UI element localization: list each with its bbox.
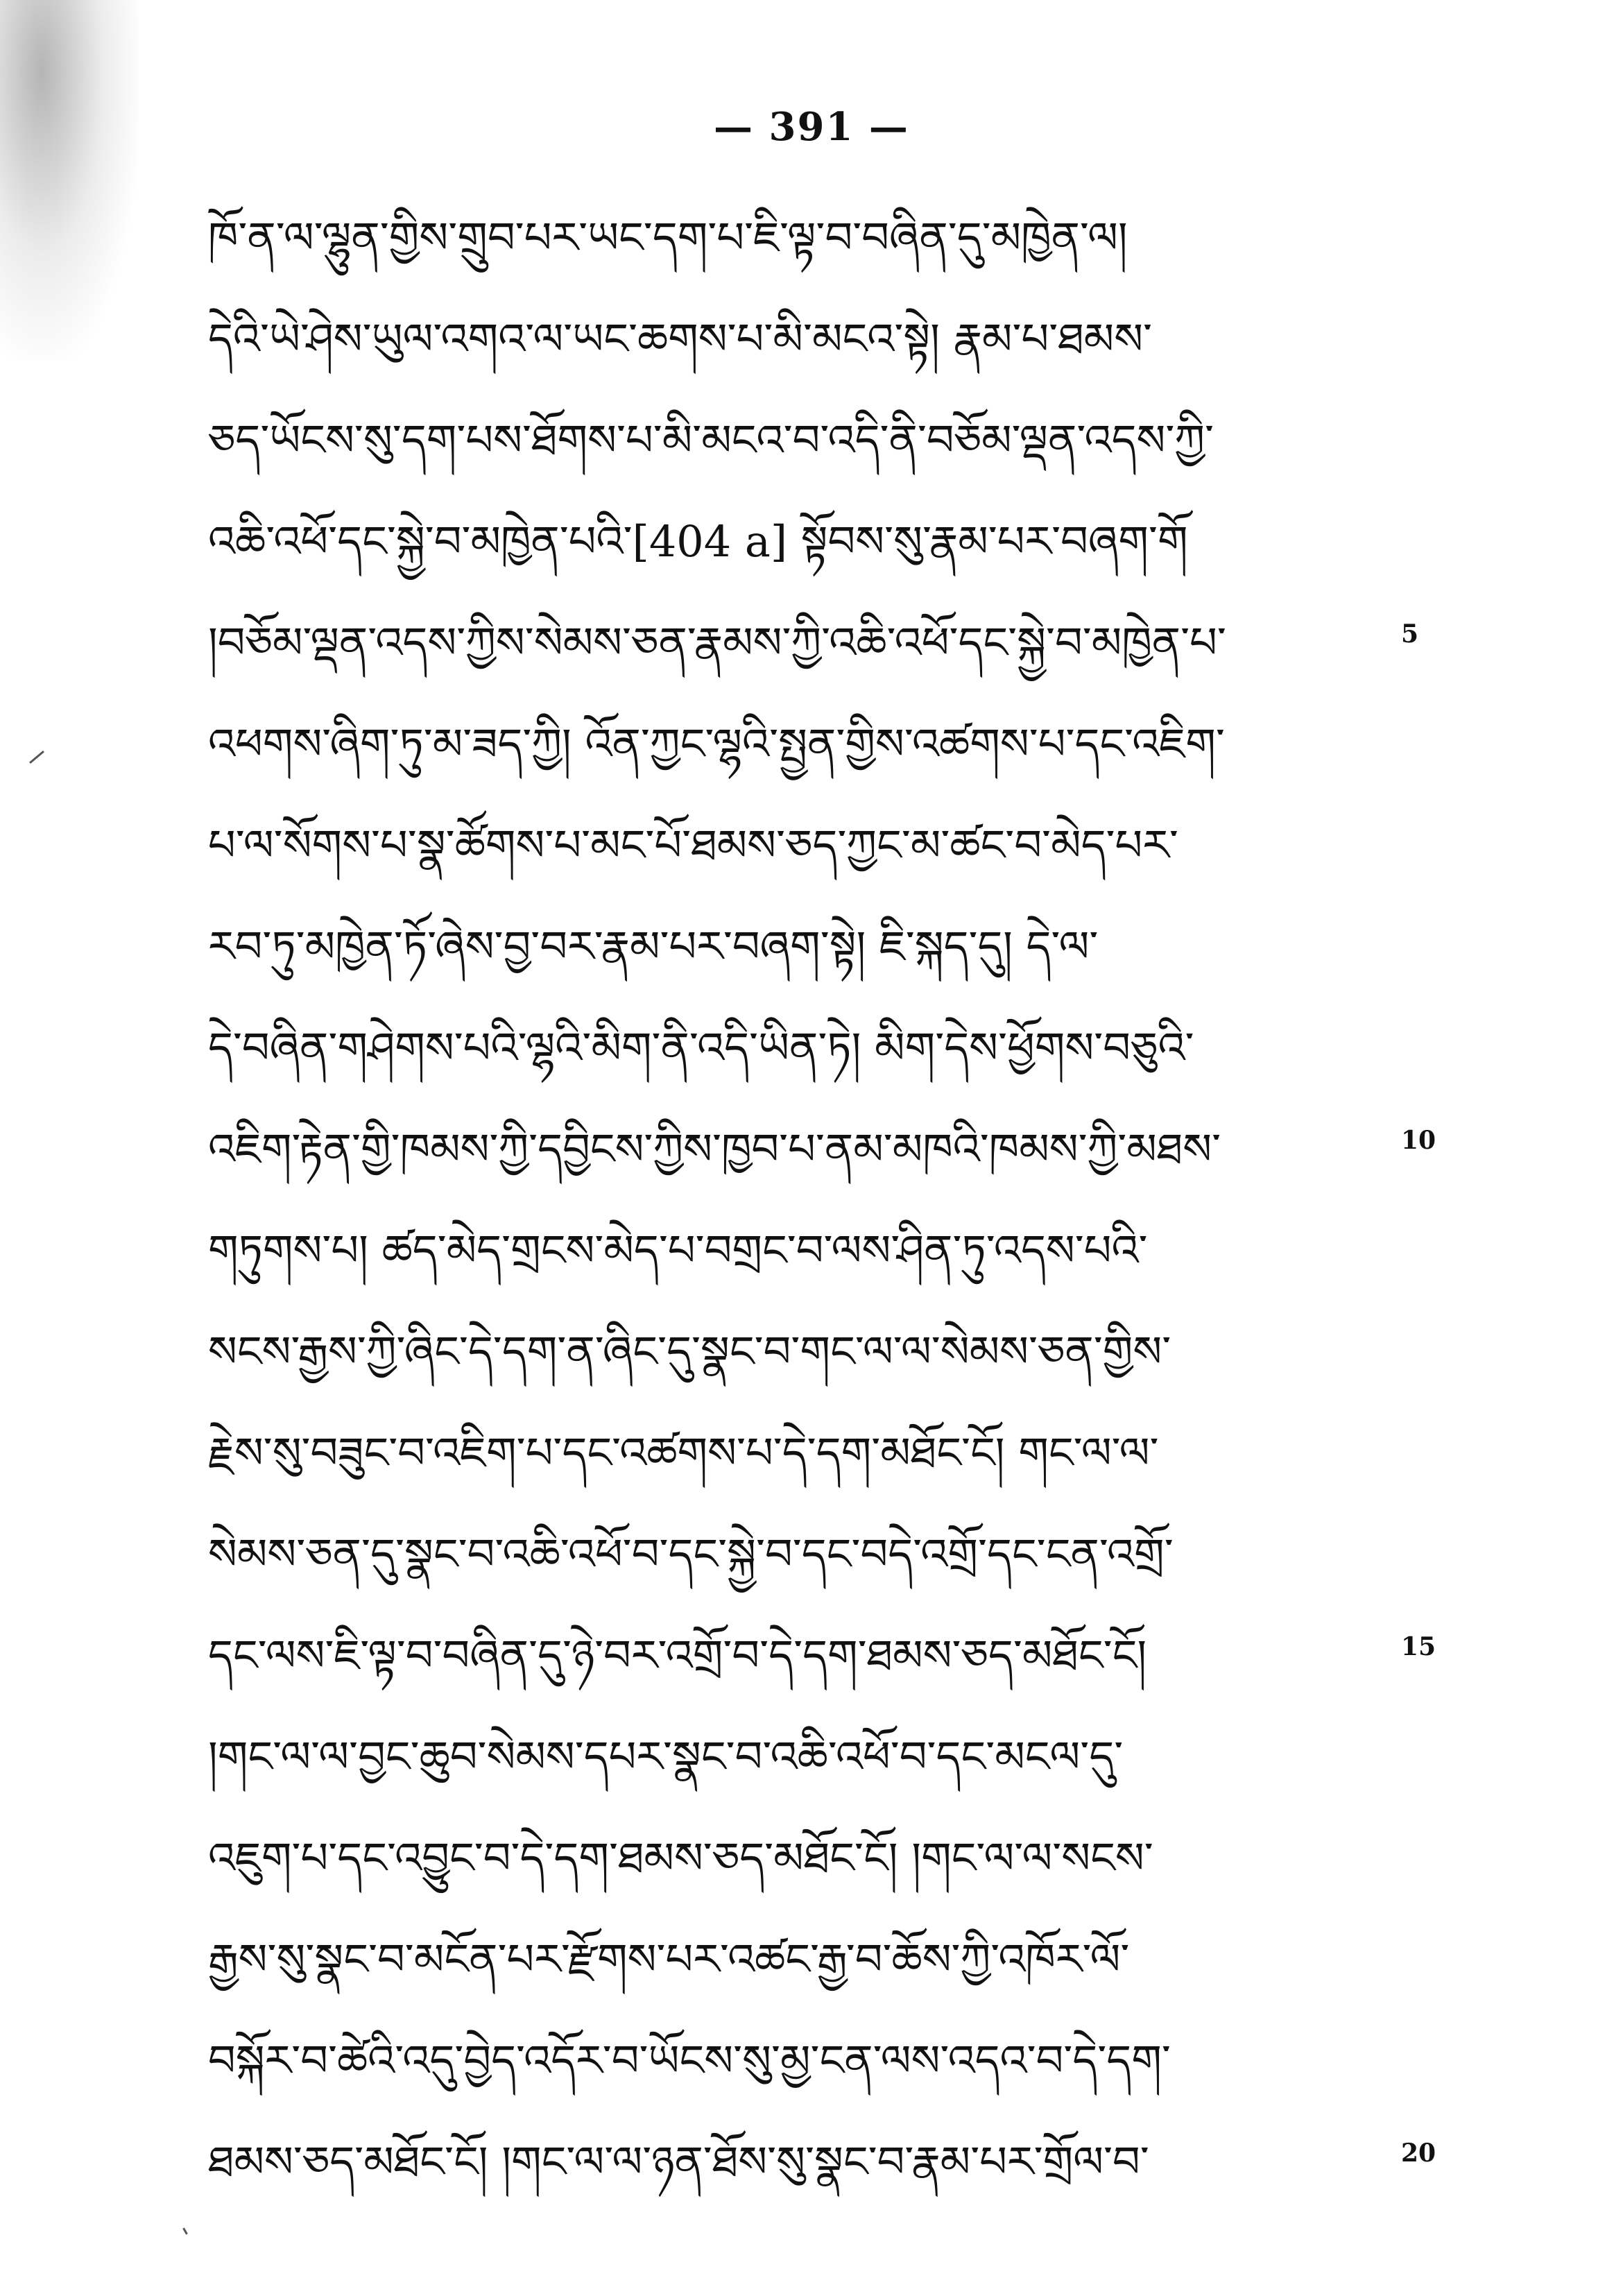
text-line: འཆི་འཕོ་དང་སྐྱེ་བ་མཁྱེན་པའི་[404 a] སྟོབས་སུ་རྣམ་པར་བཞག་གོ	[208, 516, 1188, 567]
text-line: འཇུག་པ་དང་འབྱུང་བ་དེ་དག་ཐམས་ཅད་མཐོང་ངོ། །གང་ལ་ལ་སངས་	[208, 1833, 1153, 1883]
text-line: པ་ལ་སོགས་པ་སྣ་ཚོགས་པ་མང་པོ་ཐམས་ཅད་ཀྱང་མ་ཚང་བ་མེད་པར་	[208, 820, 1178, 871]
stray-pen-mark	[182, 2227, 188, 2234]
text-line: འཇིག་རྟེན་གྱི་ཁམས་ཀྱི་དབྱིངས་ཀྱིས་ཁྱབ་པ་ནམ་མཁའི་ཁམས་ཀྱི་མཐས་	[208, 1124, 1221, 1174]
text-line: ཁོ་ན་ལ་ལྷུན་གྱིས་གྲུབ་པར་ཡང་དག་པ་ཇི་ལྟ་བ་བཞིན་དུ་མཁྱེན་ལ།	[208, 212, 1128, 263]
text-line: སེམས་ཅན་དུ་སྣང་བ་འཆི་འཕོ་བ་དང་སྐྱེ་བ་དང་བདེ་འགྲོ་དང་ངན་འགྲོ་	[208, 1529, 1174, 1579]
text-line: །བཅོམ་ལྡན་འདས་ཀྱིས་སེམས་ཅན་རྣམས་ཀྱི་འཆི་འཕོ་དང་སྐྱེ་བ་མཁྱེན་པ་	[208, 617, 1226, 668]
text-line: རབ་ཏུ་མཁྱེན་ཏོ་ཞེས་བྱ་བར་རྣམ་པར་བཞག་སྟེ། ཇི་སྐད་དུ། དེ་ལ་	[208, 921, 1099, 972]
text-line: རྗེས་སུ་བཟུང་བ་འཇིག་པ་དང་འཚགས་པ་དེ་དག་མཐོང་ངོ། གང་ལ་ལ་	[208, 1428, 1159, 1478]
text-line: དེའི་ཡེ་ཤེས་ཡུལ་འགའ་ལ་ཡང་ཆགས་པ་མི་མངའ་སྟེ། རྣམ་པ་ཐམས་	[208, 314, 1153, 364]
text-line: །གང་ལ་ལ་བྱང་ཆུབ་སེམས་དཔར་སྣང་བ་འཆི་འཕོ་བ་དང་མངལ་དུ་	[208, 1731, 1124, 1782]
text-block	[208, 187, 1401, 2213]
text-line: འཕགས་ཞིག་ཏུ་མ་ཟད་ཀྱི། འོན་ཀྱང་ལྷའི་སྤྱན་གྱིས་འཚགས་པ་དང་འཇིག་	[208, 719, 1225, 769]
text-line: བསྐོར་བ་ཚེའི་འདུ་བྱེད་འདོར་བ་ཡོངས་སུ་མྱ་ངན་ལས་འདའ་བ་དེ་དག་	[208, 2035, 1171, 2086]
line-number-10: 10	[1401, 1126, 1436, 1155]
text-line: གཏུགས་པ། ཚད་མེད་གྲངས་མེད་པ་བགྲང་བ་ལས་ཤིན་ཏུ་འདས་པའི་	[208, 1225, 1148, 1276]
page-number: — 391 —	[714, 104, 909, 150]
text-line: སངས་རྒྱས་ཀྱི་ཞིང་དེ་དག་ན་ཞིང་དུ་སྣང་བ་གང་ལ་ལ་སེམས་ཅན་གྱིས་	[208, 1326, 1171, 1377]
text-line: ཐམས་ཅད་མཐོང་ངོ། །གང་ལ་ལ་ཉན་ཐོས་སུ་སྣང་བ་རྣམ་པར་གྲོལ་བ་	[208, 2136, 1149, 2187]
line-number-15: 15	[1401, 1632, 1436, 1661]
line-number-5: 5	[1401, 619, 1419, 649]
text-line: དེ་བཞིན་གཤེགས་པའི་ལྷའི་མིག་ནི་འདི་ཡིན་ཏེ། མིག་དེས་ཕྱོགས་བཅུའི་	[208, 1022, 1194, 1073]
text-line: ཅད་ཡོངས་སུ་དག་པས་ཐོགས་པ་མི་མངའ་བ་འདི་ནི་བཅོམ་ལྡན་འདས་ཀྱི་	[208, 415, 1214, 465]
text-line: རྒྱས་སུ་སྣང་བ་མངོན་པར་རྫོགས་པར་འཚང་རྒྱ་བ་ཆོས་ཀྱི་འཁོར་ལོ་	[208, 1934, 1130, 1985]
stray-pen-mark	[29, 751, 44, 764]
scan-shadow	[0, 0, 139, 361]
line-number-20: 20	[1401, 2139, 1436, 2168]
text-line: དང་ལས་ཇི་ལྟ་བ་བཞིན་དུ་ཉེ་བར་འགྲོ་བ་དེ་དག་ཐམས་ཅད་མཐོང་ངོ།	[208, 1630, 1147, 1681]
